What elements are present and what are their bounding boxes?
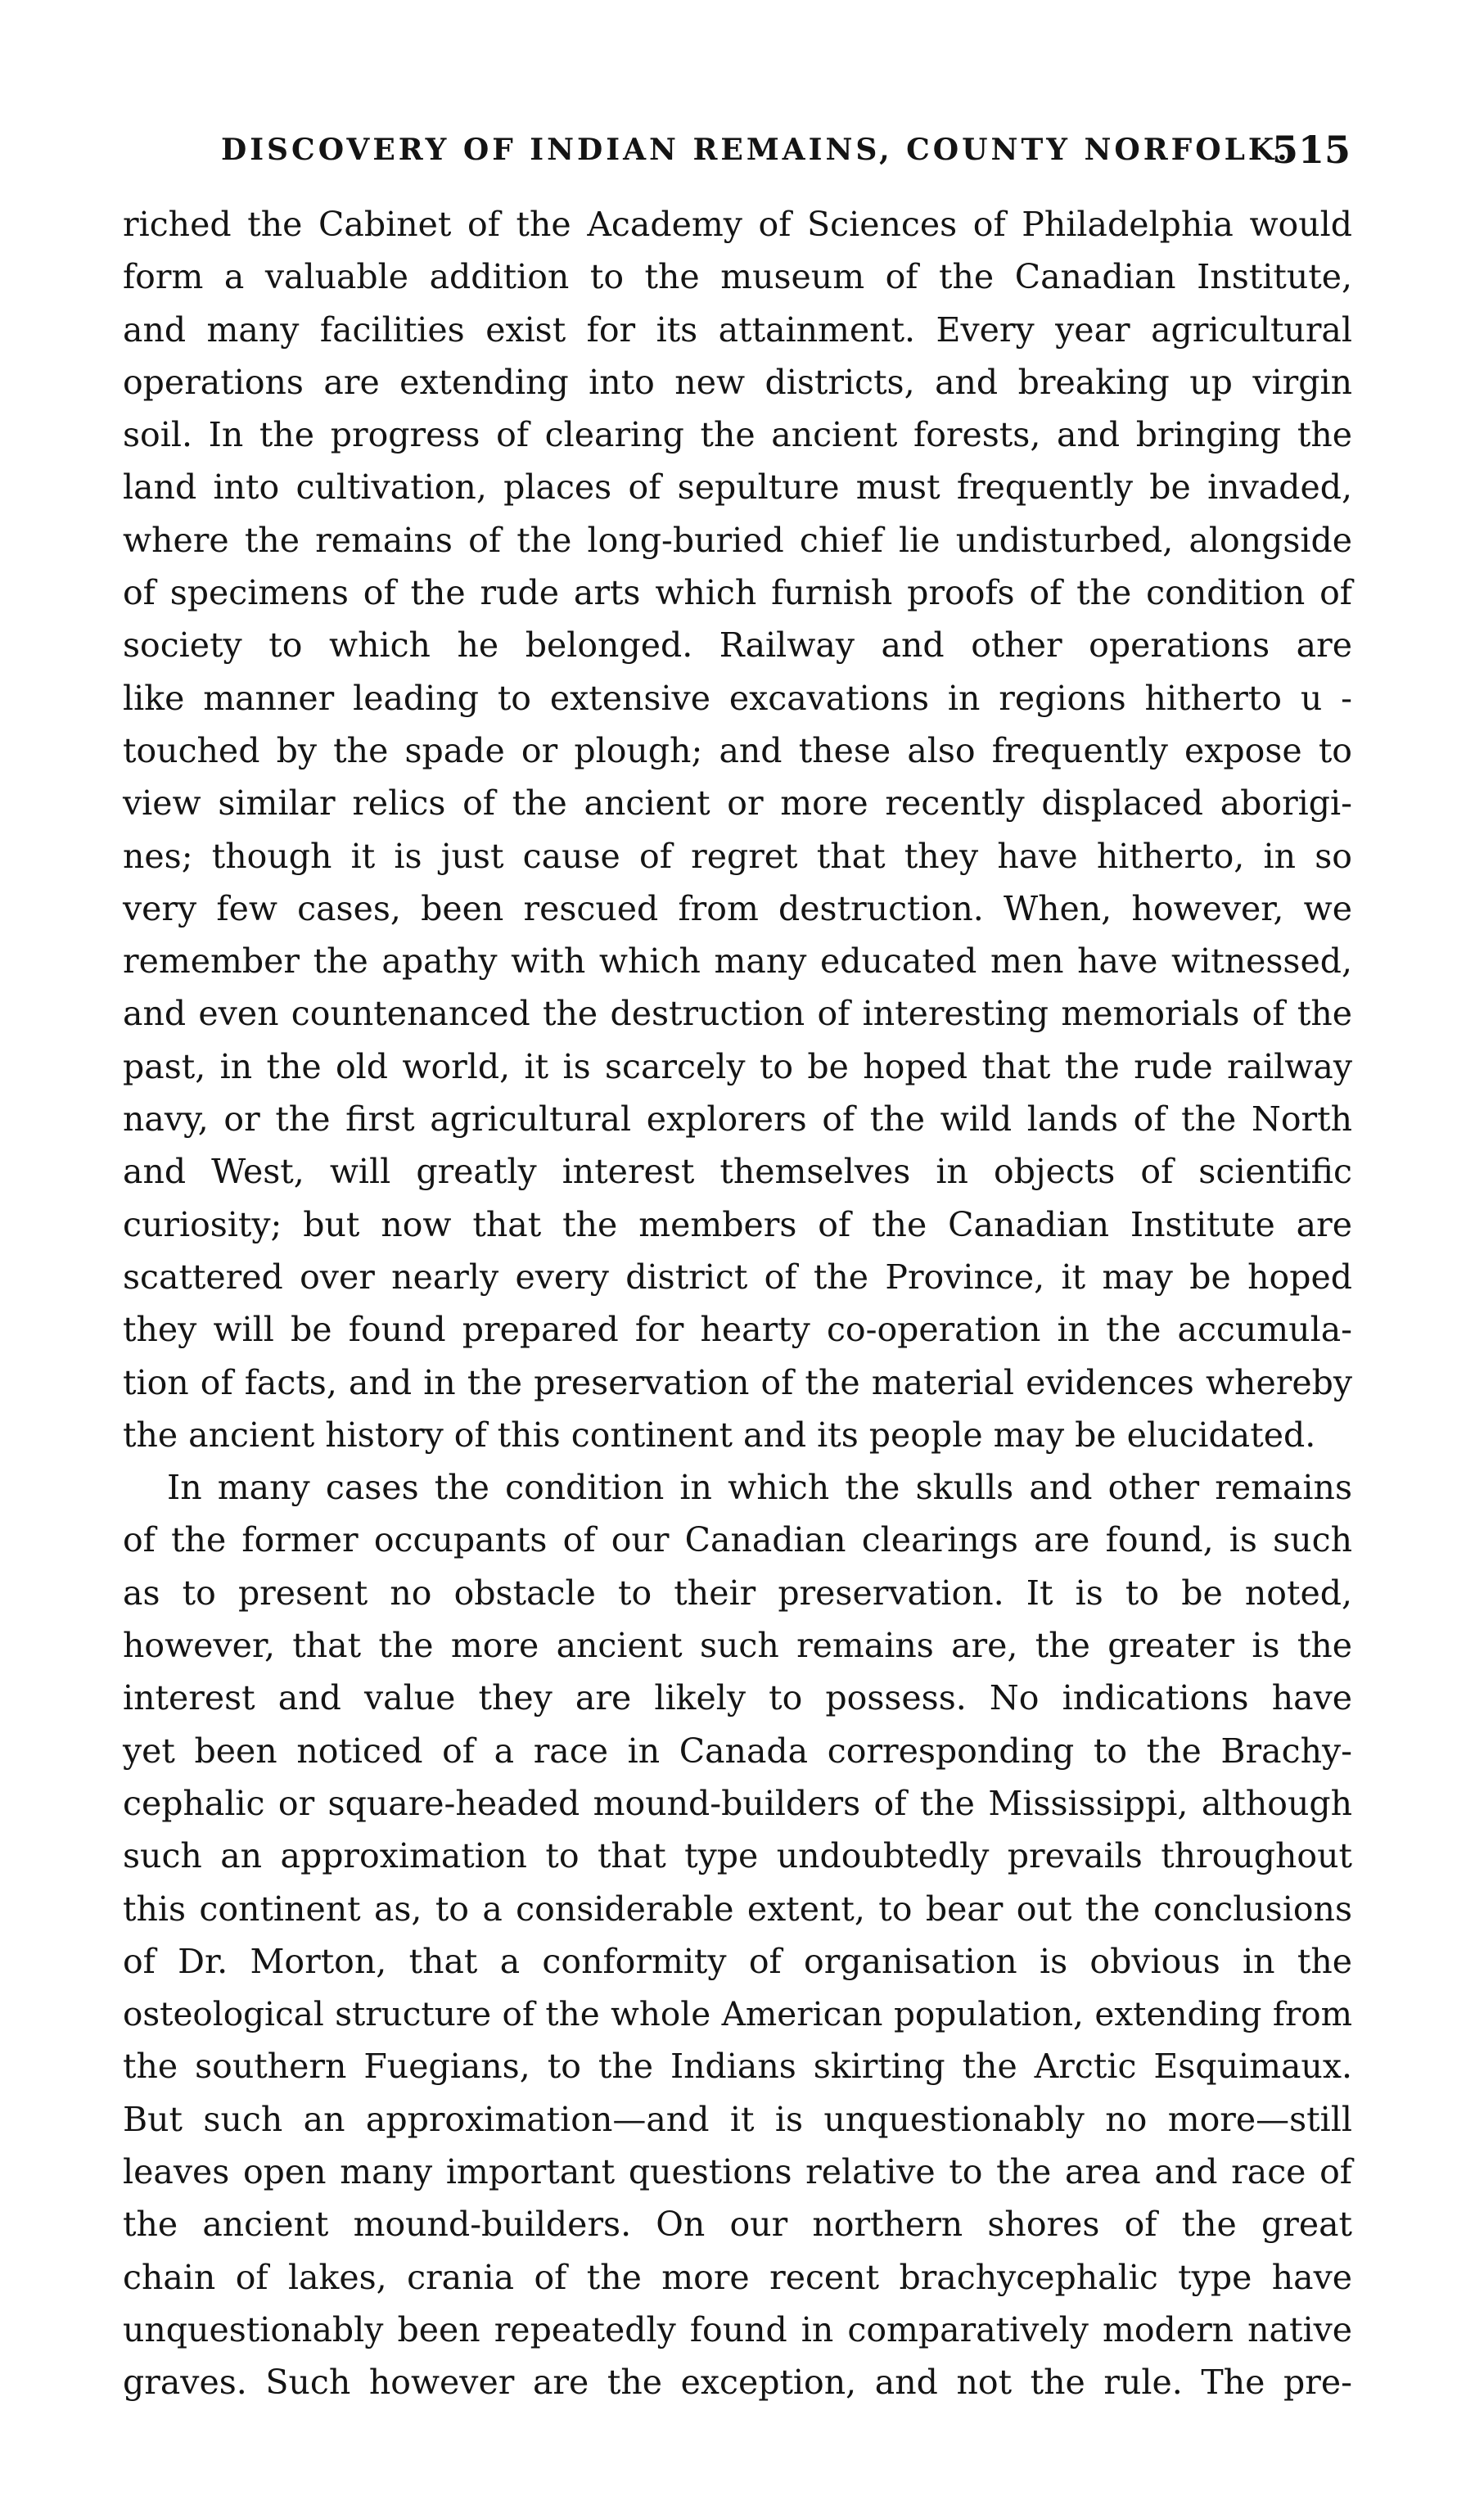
- text-line: the southern Fuegians, to the Indians skirting the Arctic Esquimaux.: [123, 2047, 1352, 2087]
- running-head: [221, 121, 1351, 178]
- text-line: nes; though it is just cause of regret that they have hitherto, in so: [123, 836, 1352, 876]
- text-line: as to present no obstacle to their preservation. It is to be noted,: [123, 1573, 1352, 1613]
- text-line: navy, or the first agricultural explorers of the wild lands of the North: [123, 1099, 1352, 1140]
- text-line: interest and value they are likely to possess. No indications have: [123, 1678, 1352, 1718]
- text-line: scattered over nearly every district of the Province, it may be hoped: [123, 1257, 1352, 1297]
- text-line: of specimens of the rude arts which furnish proofs of the condition of: [123, 573, 1352, 613]
- text-line: society to which he belonged. Railway and other operations are: [123, 625, 1352, 666]
- text-line: In many cases the condition in which the skulls and other remains: [167, 1468, 1352, 1508]
- text-line: and many facilities exist for its attainment. Every year agricultural: [123, 309, 1352, 350]
- text-line: leaves open many important questions relative to the area and race of: [123, 2151, 1352, 2191]
- text-line: and even countenanced the destruction of interesting memorials of the: [123, 994, 1352, 1034]
- text-line: where the remains of the long-buried chief lie undisturbed, alongside: [123, 520, 1352, 560]
- text-line: touched by the spade or plough; and these also frequently expose to: [123, 730, 1352, 770]
- text-line: tion of facts, and in the preservation of the material evidences whereby: [123, 1362, 1352, 1402]
- text-line: of the former occupants of our Canadian clearings are found, is such: [123, 1520, 1352, 1560]
- text-line: like manner leading to extensive excavations in regions hitherto u -: [123, 678, 1352, 718]
- text-line: form a valuable addition to the museum of the Canadian Institute,: [123, 257, 1352, 297]
- text-line: remember the apathy with which many educated men have witnessed,: [123, 941, 1352, 982]
- text-line: graves. Such however are the exception, and not the rule. The pre-: [123, 2363, 1352, 2403]
- text-line: cephalic or square-headed mound-builders of the Mississippi, although: [123, 1783, 1352, 1823]
- text-line: and West, will greatly interest themselves in objects of scientific: [123, 1152, 1352, 1192]
- text-line: however, that the more ancient such remains are, the greater is the: [123, 1626, 1352, 1666]
- text-line: the ancient history of this continent and its people may be elucidated.: [123, 1415, 1316, 1455]
- text-line: the ancient mound-builders. On our northern shores of the great: [123, 2205, 1352, 2245]
- text-line: this continent as, to a considerable extent, to bear out the conclusions: [123, 1889, 1352, 1929]
- page-number: 515: [1271, 128, 1351, 172]
- text-line: such an approximation to that type undoubtedly prevails throughout: [123, 1836, 1352, 1876]
- text-line: operations are extending into new districts, and breaking up virgin: [123, 362, 1352, 402]
- text-line: But such an approximation—and it is unquestionably no more—still: [123, 2099, 1352, 2139]
- text-line: land into cultivation, places of sepulture must frequently be invaded,: [123, 467, 1352, 508]
- text-line: unquestionably been repeatedly found in comparatively modern native: [123, 2309, 1352, 2349]
- text-line: osteological structure of the whole American population, extending from: [123, 1994, 1352, 2034]
- running-title: DISCOVERY OF INDIAN REMAINS, COUNTY NORFOLK.: [221, 133, 1291, 167]
- text-line: of Dr. Morton, that a conformity of organisation is obvious in the: [123, 1941, 1352, 1981]
- text-line: view similar relics of the ancient or more recently displaced aborigi-: [123, 783, 1352, 824]
- text-line: yet been noticed of a race in Canada corresponding to the Brachy-: [123, 1731, 1352, 1771]
- paragraph: [123, 198, 1352, 1461]
- text-line: riched the Cabinet of the Academy of Sciences of Philadelphia would: [123, 205, 1352, 244]
- body-text: [123, 198, 1352, 2408]
- text-line: they will be found prepared for hearty co-operation in the accumula-: [123, 1310, 1352, 1350]
- text-line: chain of lakes, crania of the more recent brachycephalic type have: [123, 2257, 1352, 2297]
- text-line: curiosity; but now that the members of the Canadian Institute are: [123, 1204, 1352, 1244]
- text-line: past, in the old world, it is scarcely to be hoped that the rude railway: [123, 1046, 1352, 1086]
- paragraph: [123, 1461, 1352, 2408]
- text-line: soil. In the progress of clearing the ancient forests, and bringing the: [123, 415, 1352, 455]
- text-line: very few cases, been rescued from destruction. When, however, we: [123, 888, 1352, 928]
